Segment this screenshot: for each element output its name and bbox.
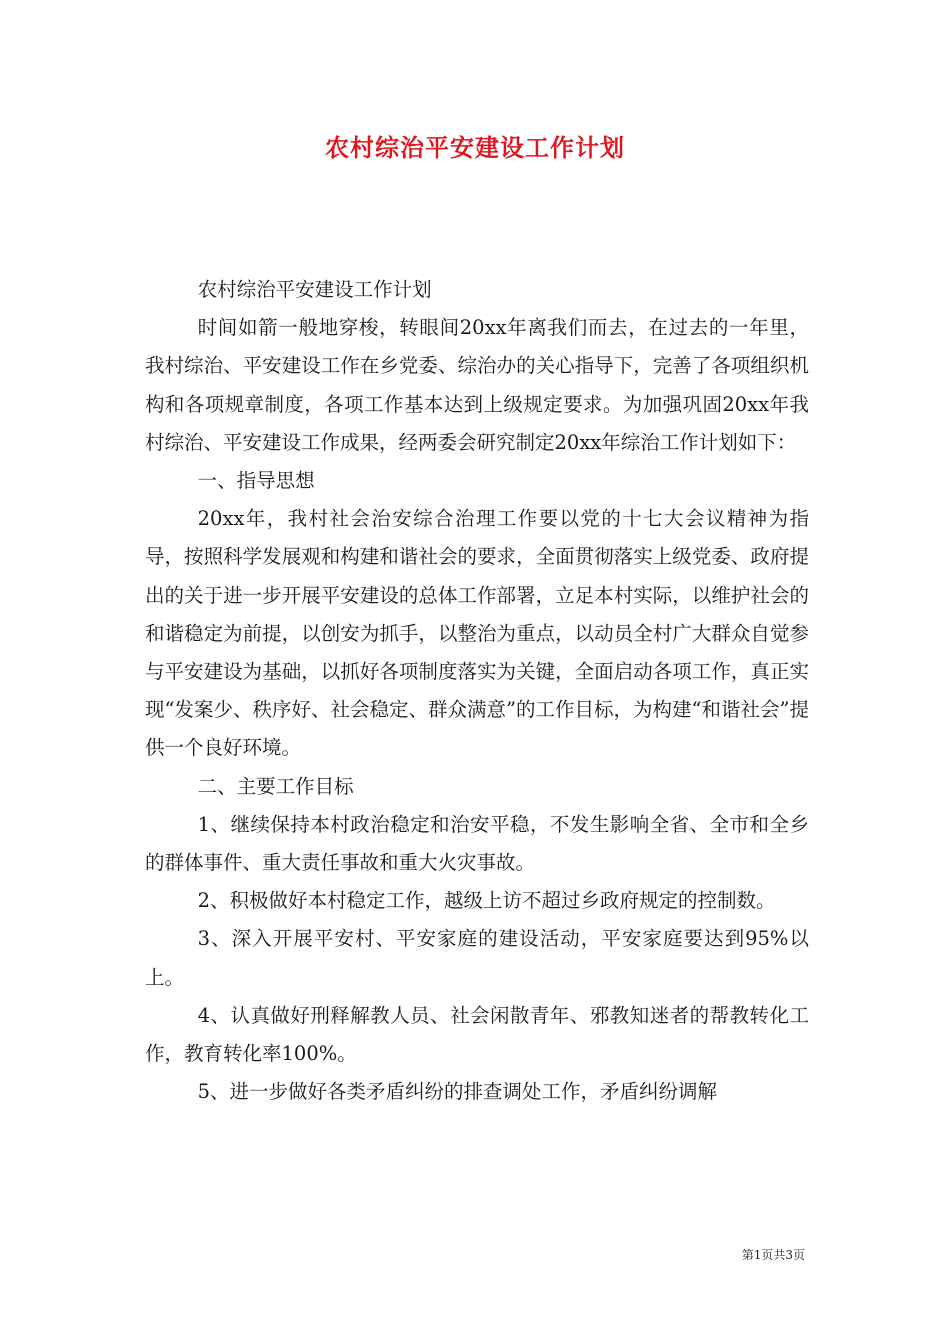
document-title: 农村综治平安建设工作计划	[325, 133, 625, 162]
goal-item-4: 4、认真做好刑释解教人员、社会闲散青年、邪教知迷者的帮教转化工作，教育转化率100%。	[145, 1003, 809, 1066]
page-number: 第1页共3页	[741, 1248, 805, 1262]
goal-item-2: 2、积极做好本村稳定工作，越级上访不超过乡政府规定的控制数。	[197, 889, 776, 913]
subtitle-paragraph: 农村综治平安建设工作计划	[197, 278, 432, 301]
goal-item-1: 1、继续保持本村政治稳定和治安平稳，不发生影响全省、全市和全乡的群体事件、重大责任事故和重大火灾事故。	[145, 812, 809, 875]
section-heading-main-goals: 二、主要工作目标	[197, 774, 354, 798]
goal-item-5: 5、进一步做好各类矛盾纠纷的排查调处工作，矛盾纠纷调解	[197, 1080, 718, 1104]
document-body	[145, 271, 809, 1111]
section-heading-guiding-thought: 一、指导思想	[197, 469, 315, 493]
guiding-thought-paragraph: 20xx年，我村社会治安综合治理工作要以党的十七大会议精神为指导，按照科学发展观和构建和谐社会的要求，全面贯彻落实上级党委、政府提出的关于进一步开展平安建设的总体工作部署，立足本村实际，以维护社会的和谐稳定为前提，以创安为抓手，以整治为重点，以动员全村广大群众自觉参与平安建设为基础，以抓好各项制度落实为关键，全面启动各项工作，真正实现“发案少、秩序好、社会稳定、群众满意”的工作目标，为构建“和谐社会”提供一个良好环境。	[145, 507, 809, 760]
goal-item-3: 3、深入开展平安村、平安家庭的建设活动，平安家庭要达到95%以上。	[145, 927, 809, 989]
intro-paragraph: 时间如箭一般地穿梭，转眼间20xx年离我们而去，在过去的一年里，我村综治、平安建设工作在乡党委、综治办的关心指导下，完善了各项组织机构和各项规章制度，各项工作基本达到上级规定要求。为加强巩固20xx年我村综治、平安建设工作成果，经两委会研究制定20xx年综治工作计划如下：	[145, 316, 809, 454]
